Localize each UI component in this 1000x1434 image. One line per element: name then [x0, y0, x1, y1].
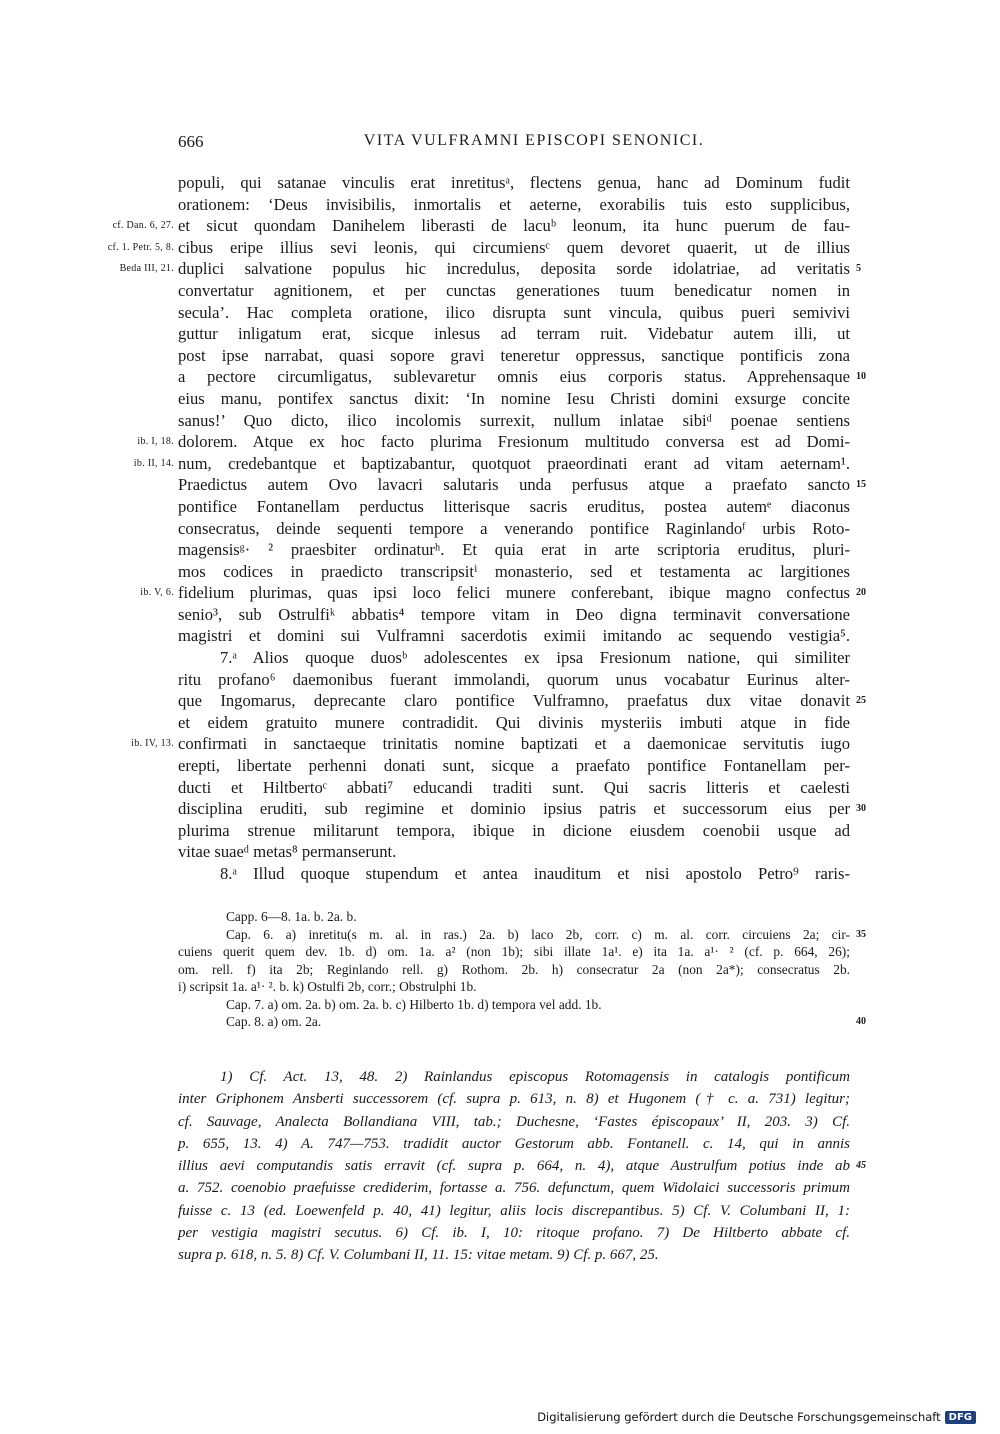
text-line	[178, 669, 850, 691]
note-line-text: 1) Cf. Act. 13, 48. 2) Rainlandus episcopus Rotomagensis in catalogis pontificum	[220, 1069, 850, 1085]
line-number: 5	[856, 263, 861, 275]
text-line-text: secula’. Hac completa oratione, ilico disrupta sunt vincula, quibus pueri semivivi	[178, 302, 850, 322]
text-line-text: erepti, libertate perhenni donati sunt, sicque a praefato pontifice Fontanellam per-	[178, 756, 850, 776]
text-line	[178, 755, 850, 777]
text-line-text: post ipse narrabat, quasi sopore gravi teneretur oppressus, sanctique pontificis zona	[178, 345, 850, 365]
note-line	[178, 1155, 866, 1177]
text-line	[178, 798, 866, 820]
note-line	[178, 1200, 850, 1222]
text-line	[178, 172, 850, 194]
text-line-text: cibus eripe illius sevi leonis, qui circumiensᶜ quem devoret quaerit, ut de illius	[178, 237, 850, 257]
line-number: 45	[856, 1160, 866, 1172]
apparatus-line-text: Cap. 6. a) inretitu(s m. al. in ras.) 2a. b) laco 2b, corr. c) m. al. corr. circuiens 2a; cir-	[226, 926, 850, 942]
note-line-text: cf. Sauvage, Analecta Bollandiana VIII, tab.; Duchesne, ‘Fastes épiscopaux’ II, 203. 3) Cf.	[178, 1113, 850, 1130]
text-line-text: a pectore circumligatus, sublevaretur omnis eius corporis status. Apprehensaque	[178, 367, 850, 387]
note-line	[178, 1222, 850, 1244]
text-line-text: orationem: ‘Deus invisibilis, inmortalis et aeterne, exorabilis tuis esto supplicibus,	[178, 194, 850, 214]
footer-credit	[537, 1410, 976, 1424]
line-number: 20	[856, 587, 866, 599]
text-line-text: consecratus, deinde sequenti tempore a venerando pontifice Raginlandoᶠ urbis Roto-	[178, 518, 850, 538]
apparatus-line	[178, 943, 850, 961]
note-line-text: a. 752. coenobio praefuisse crediderim, fortasse a. 756. defunctum, quem Widolaici successoris primum	[178, 1180, 850, 1197]
apparatus-line	[178, 996, 850, 1014]
apparatus-line-text: i) scripsit 1a. a¹· ². b. k) Ostulfi 2b, corr.; Obstrulphi 1b.	[178, 979, 477, 994]
text-line-text: et eidem gratuito munere contradidit. Qui divinis mysteriis imbuti atque in fide	[178, 712, 850, 732]
line-number: 35	[856, 928, 866, 940]
text-line-text: eius manu, pontifex sanctus dixit: ‘In nomine Iesu Christi domini exsurge concite	[178, 388, 850, 408]
text-line	[178, 194, 850, 216]
text-line-text: magensisᵍ· ² praesbiter ordinaturʰ. Et quia erat in arte scriptoria eruditus, pluri-	[178, 540, 850, 560]
margin-reference: cf. Dan. 6, 27.	[112, 220, 174, 232]
text-line-text: 8.ᵃ Illud quoque stupendum et antea inauditum et nisi apostolo Petro⁹ raris-	[220, 864, 850, 883]
text-line-text: sanus!’ Quo dicto, ilico incolomis surrexit, nullum inlatae sibiᵈ poenae sentiens	[178, 410, 850, 430]
margin-reference: ib. V, 6.	[140, 587, 174, 599]
note-line-text: illius aevi computandis satis erravit (cf. supra p. 664, n. 4), atque Austrulfum potius inde ab	[178, 1158, 850, 1175]
critical-apparatus	[178, 908, 866, 1031]
apparatus-line	[178, 926, 866, 944]
line-number: 30	[856, 803, 866, 815]
line-number: 25	[856, 695, 866, 707]
text-line	[137, 431, 850, 453]
note-line	[178, 1244, 850, 1266]
text-line	[178, 345, 850, 367]
apparatus-line	[178, 961, 850, 979]
line-number: 15	[856, 479, 866, 491]
apparatus-line-text: Capp. 6—8. 1a. b. 2a. b.	[226, 909, 357, 924]
text-line	[178, 777, 850, 799]
margin-reference: ib. IV, 13.	[131, 738, 174, 750]
note-line	[178, 1133, 850, 1155]
text-line-text: vitae suaeᵈ metas⁸ permanserunt.	[178, 842, 397, 862]
margin-reference: ib. I, 18.	[137, 436, 174, 448]
line-number: 10	[856, 371, 866, 383]
text-line	[178, 410, 850, 432]
text-line	[178, 820, 850, 842]
text-line-text: que Ingomarus, deprecante claro pontifice Vulframno, praefatus dux vitae donavit	[178, 691, 850, 711]
note-line	[178, 1111, 850, 1133]
text-line	[178, 625, 850, 647]
apparatus-line	[178, 1013, 866, 1031]
text-line-text: ducti et Hiltbertoᶜ abbati⁷ educandi traditi sunt. Qui sacris litteris et caelesti	[178, 777, 850, 797]
apparatus-line-text: Cap. 8. a) om. 2a.	[226, 1014, 322, 1029]
text-line	[178, 280, 850, 302]
note-line-text: supra p. 618, n. 5. 8) Cf. V. Columbani II, 11. 15: vitae metam. 9) Cf. p. 667, 25.	[178, 1247, 659, 1264]
note-line-text: inter Griphonem Ansberti successorem (cf. supra p. 613, n. 8) et Hugonem († c. a. 731) legitur;	[178, 1091, 850, 1108]
text-line	[178, 366, 866, 388]
line-number: 40	[856, 1016, 866, 1027]
text-line-text: ritu profano⁶ daemonibus fuerant immolandi, quorum unus vocabatur Eurinus alter-	[178, 669, 850, 689]
text-line-text: disciplina eruditi, sub regimine et dominio ipsius patris et successorum eius per	[178, 799, 850, 819]
text-line	[133, 453, 850, 475]
page-header	[178, 132, 850, 156]
text-line-text: confirmati in sanctaeque trinitatis nomine baptizati et a daemonicae servitutis iugo	[178, 734, 850, 754]
text-line	[178, 647, 850, 669]
text-line	[131, 733, 850, 755]
apparatus-line-text: om. rell. f) ita 2b; Reginlando rell. g) Rothom. 2b. h) consecratur 2a (non 2a*); consecratus 2b.	[178, 961, 850, 977]
apparatus-line	[178, 908, 850, 926]
text-line	[140, 582, 866, 604]
note-line-text: fuisse c. 13 (ed. Loewenfeld p. 40, 41) legitur, aliis locis discrepantibus. 5) Cf. V. Columbani II, 1:	[178, 1202, 850, 1219]
footnotes	[178, 1066, 866, 1267]
text-line	[178, 841, 850, 863]
page-number: 666	[178, 132, 204, 151]
note-line-text: per vestigia magistri secutus. 6) Cf. ib. I, 10: ritoque profano. 7) De Hiltberto abbate cf.	[178, 1225, 850, 1242]
apparatus-line-text: Cap. 7. a) om. 2a. b) om. 2a. b. c) Hilberto 1b. d) tempora vel add. 1b.	[226, 996, 602, 1012]
text-line	[178, 323, 850, 345]
text-line	[178, 496, 850, 518]
text-line-text: duplici salvatione populus hic incredulus, deposita sorde idolatriae, ad veritatis	[178, 259, 850, 279]
note-line-text: p. 655, 13. 4) A. 747—753. tradidit auctor Gestorum abb. Fontanell. c. 14, qui in annis	[178, 1135, 850, 1152]
text-line	[178, 863, 850, 885]
margin-reference: cf. 1. Petr. 5, 8.	[107, 241, 174, 253]
footer-text: Digitalisierung gefördert durch die Deutsche Forschungsgemeinschaft	[537, 1410, 941, 1424]
text-line-text: num, credebantque et baptizabantur, quotquot praeordinati erant ad vitam aeternam¹.	[178, 453, 850, 473]
note-line	[178, 1066, 850, 1088]
apparatus-line-text: cuiens querit quem dev. 1b. d) om. 1a. a² (non 1b); sibi illate 1a¹. e) ita 1a. a¹· ² (cf. p. 664, 26);	[178, 944, 850, 959]
text-line	[178, 561, 850, 583]
text-line-text: fidelium plurimas, quas ipsi loco felici munere conferebant, ibique magno confectus	[178, 583, 850, 603]
margin-reference: Beda III, 21.	[119, 263, 174, 275]
apparatus-line	[178, 978, 850, 996]
dfg-logo: DFG	[945, 1411, 976, 1424]
text-line	[119, 258, 861, 280]
text-line-text: 7.ᵃ Alios quoque duosᵇ adolescentes ex ipsa Fresionum natione, qui similiter	[220, 648, 850, 668]
note-line	[178, 1177, 850, 1199]
note-line	[178, 1088, 850, 1110]
text-line	[178, 539, 850, 561]
text-line	[178, 302, 850, 324]
text-line	[107, 237, 850, 259]
main-text	[107, 172, 866, 885]
text-line	[178, 690, 866, 712]
text-line-text: plurima strenue militarunt tempora, ibique in dicione eiusdem coenobii usque ad	[178, 820, 850, 840]
text-line-text: guttur inligatum erat, sicque inlesus ad terram ruit. Videbatur autem illi, ut	[178, 324, 850, 344]
text-line-text: mos codices in praedicto transcripsitⁱ monasterio, sed et testamenta ac largitiones	[178, 561, 850, 581]
running-title: VITA VULFRAMNI EPISCOPI SENONICI.	[363, 132, 705, 149]
text-line-text: pontifice Fontanellam perductus litterisque sacris eruditus, postea autemᵉ diaconus	[178, 496, 850, 516]
text-line	[112, 215, 850, 237]
text-line-text: dolorem. Atque ex hoc facto plurima Fresionum multitudo conversa est ad Domi-	[178, 432, 850, 452]
text-line-text: magistri et domini sui Vulframni sacerdotis eximii imitando ac sequendo vestigia⁵.	[178, 626, 850, 646]
text-line-text: senio³, sub Ostrulfiᵏ abbatis⁴ tempore vitam in Deo digna terminavit conversatione	[178, 604, 850, 624]
text-line-text: Praedictus autem Ovo lavacri salutaris unda perfusus atque a praefato sancto	[178, 475, 850, 495]
text-line	[178, 474, 866, 496]
margin-reference: ib. II, 14.	[133, 457, 174, 469]
text-line-text: populi, qui satanae vinculis erat inretitusᵃ, flectens genua, hanc ad Dominum fudit	[178, 173, 850, 192]
text-line-text: convertatur agnitionem, et per cunctas generationes tuum benedicatur nomen in	[178, 280, 850, 300]
text-line-text: et sicut quondam Danihelem liberasti de lacuᵇ leonum, ita hunc puerum de fau-	[178, 216, 850, 236]
text-line	[178, 518, 850, 540]
text-line	[178, 388, 850, 410]
text-line	[178, 712, 850, 734]
text-line	[178, 604, 850, 626]
